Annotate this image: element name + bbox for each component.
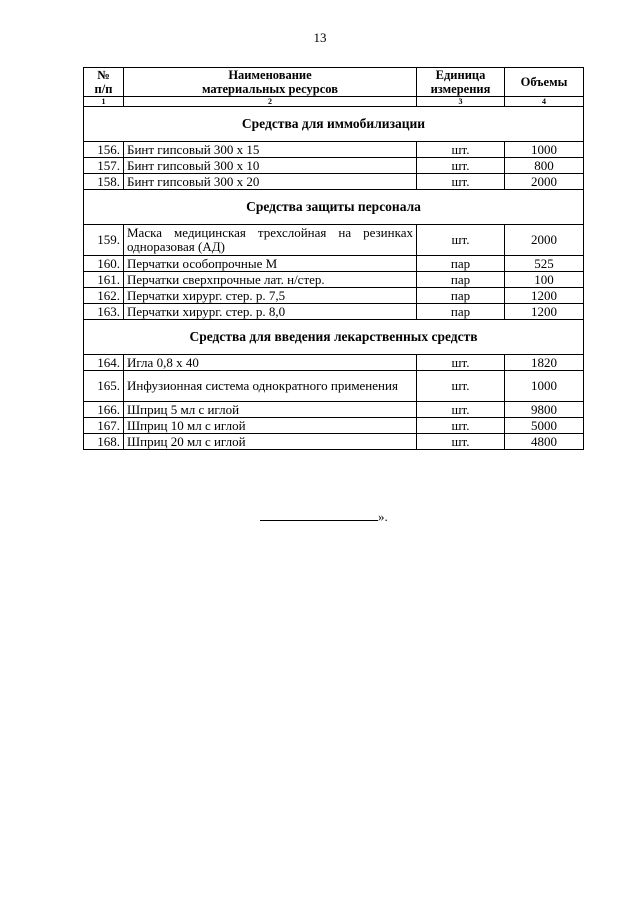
row-unit: шт. bbox=[417, 371, 505, 402]
row-number: 159. bbox=[84, 225, 124, 256]
row-volume: 525 bbox=[505, 256, 584, 272]
row-volume: 9800 bbox=[505, 402, 584, 418]
table-row bbox=[84, 371, 584, 402]
page-number: 13 bbox=[313, 30, 327, 45]
table-header-row bbox=[84, 68, 584, 97]
row-number: 156. bbox=[84, 142, 124, 158]
row-name: Инфузионная система однократного применения bbox=[124, 371, 417, 402]
row-name: Перчатки хирург. стер. р. 8,0 bbox=[124, 304, 417, 320]
row-unit: шт. bbox=[417, 418, 505, 434]
table-row bbox=[84, 174, 584, 190]
row-unit: шт. bbox=[417, 158, 505, 174]
row-name: Перчатки особопрочные М bbox=[124, 256, 417, 272]
row-volume: 800 bbox=[505, 158, 584, 174]
row-unit: шт. bbox=[417, 142, 505, 158]
table-row bbox=[84, 304, 584, 320]
row-name: Шприц 10 мл с иглой bbox=[124, 418, 417, 434]
row-volume: 1000 bbox=[505, 371, 584, 402]
row-unit: шт. bbox=[417, 402, 505, 418]
row-volume: 2000 bbox=[505, 174, 584, 190]
header-name: Наименование материальных ресурсов bbox=[124, 68, 417, 97]
row-unit: шт. bbox=[417, 355, 505, 371]
column-index: 4 bbox=[505, 97, 584, 107]
row-number: 160. bbox=[84, 256, 124, 272]
section-header-row bbox=[84, 320, 584, 355]
row-unit: пар bbox=[417, 288, 505, 304]
section-header-row bbox=[84, 190, 584, 225]
row-volume: 1820 bbox=[505, 355, 584, 371]
row-number: 164. bbox=[84, 355, 124, 371]
closing-quote: ». bbox=[378, 509, 388, 524]
table-row bbox=[84, 142, 584, 158]
section-title: Средства для введения лекарственных средств bbox=[84, 320, 584, 355]
row-number: 168. bbox=[84, 434, 124, 450]
row-name: Бинт гипсовый 300 х 15 bbox=[124, 142, 417, 158]
signature-rule bbox=[260, 510, 378, 521]
row-unit: пар bbox=[417, 272, 505, 288]
row-volume: 4800 bbox=[505, 434, 584, 450]
row-volume: 1200 bbox=[505, 288, 584, 304]
row-unit: шт. bbox=[417, 174, 505, 190]
row-volume: 100 bbox=[505, 272, 584, 288]
row-number: 161. bbox=[84, 272, 124, 288]
row-name: Шприц 5 мл с иглой bbox=[124, 402, 417, 418]
column-index-row bbox=[84, 97, 584, 107]
row-volume: 1200 bbox=[505, 304, 584, 320]
row-unit: шт. bbox=[417, 225, 505, 256]
table-row bbox=[84, 272, 584, 288]
section-title: Средства для иммобилизации bbox=[84, 107, 584, 142]
row-number: 163. bbox=[84, 304, 124, 320]
table-row bbox=[84, 225, 584, 256]
column-index: 3 bbox=[417, 97, 505, 107]
row-name: Бинт гипсовый 300 х 20 bbox=[124, 174, 417, 190]
row-number: 165. bbox=[84, 371, 124, 402]
row-name: Бинт гипсовый 300 х 10 bbox=[124, 158, 417, 174]
table-row bbox=[84, 355, 584, 371]
header-volume: Объемы bbox=[505, 68, 584, 97]
row-unit: пар bbox=[417, 256, 505, 272]
row-name: Перчатки хирург. стер. р. 7,5 bbox=[124, 288, 417, 304]
row-number: 157. bbox=[84, 158, 124, 174]
row-number: 167. bbox=[84, 418, 124, 434]
header-number: № п/п bbox=[84, 68, 124, 97]
column-index: 1 bbox=[84, 97, 124, 107]
row-name: Перчатки сверхпрочные лат. н/стер. bbox=[124, 272, 417, 288]
table-row bbox=[84, 418, 584, 434]
row-number: 158. bbox=[84, 174, 124, 190]
row-number: 162. bbox=[84, 288, 124, 304]
section-header-row bbox=[84, 107, 584, 142]
header-unit: Единица измерения bbox=[417, 68, 505, 97]
column-index: 2 bbox=[124, 97, 417, 107]
closing-line bbox=[260, 509, 388, 525]
row-volume: 1000 bbox=[505, 142, 584, 158]
row-volume: 5000 bbox=[505, 418, 584, 434]
row-name: Шприц 20 мл с иглой bbox=[124, 434, 417, 450]
row-volume: 2000 bbox=[505, 225, 584, 256]
table-row bbox=[84, 256, 584, 272]
table-row bbox=[84, 402, 584, 418]
table-row bbox=[84, 288, 584, 304]
row-name: Маска медицинская трехслойная на резинках одноразовая (АД) bbox=[124, 225, 417, 256]
row-unit: пар bbox=[417, 304, 505, 320]
table-row bbox=[84, 158, 584, 174]
row-unit: шт. bbox=[417, 434, 505, 450]
resources-table bbox=[83, 67, 584, 450]
section-title: Средства защиты персонала bbox=[84, 190, 584, 225]
row-name: Игла 0,8 х 40 bbox=[124, 355, 417, 371]
row-number: 166. bbox=[84, 402, 124, 418]
table-row bbox=[84, 434, 584, 450]
